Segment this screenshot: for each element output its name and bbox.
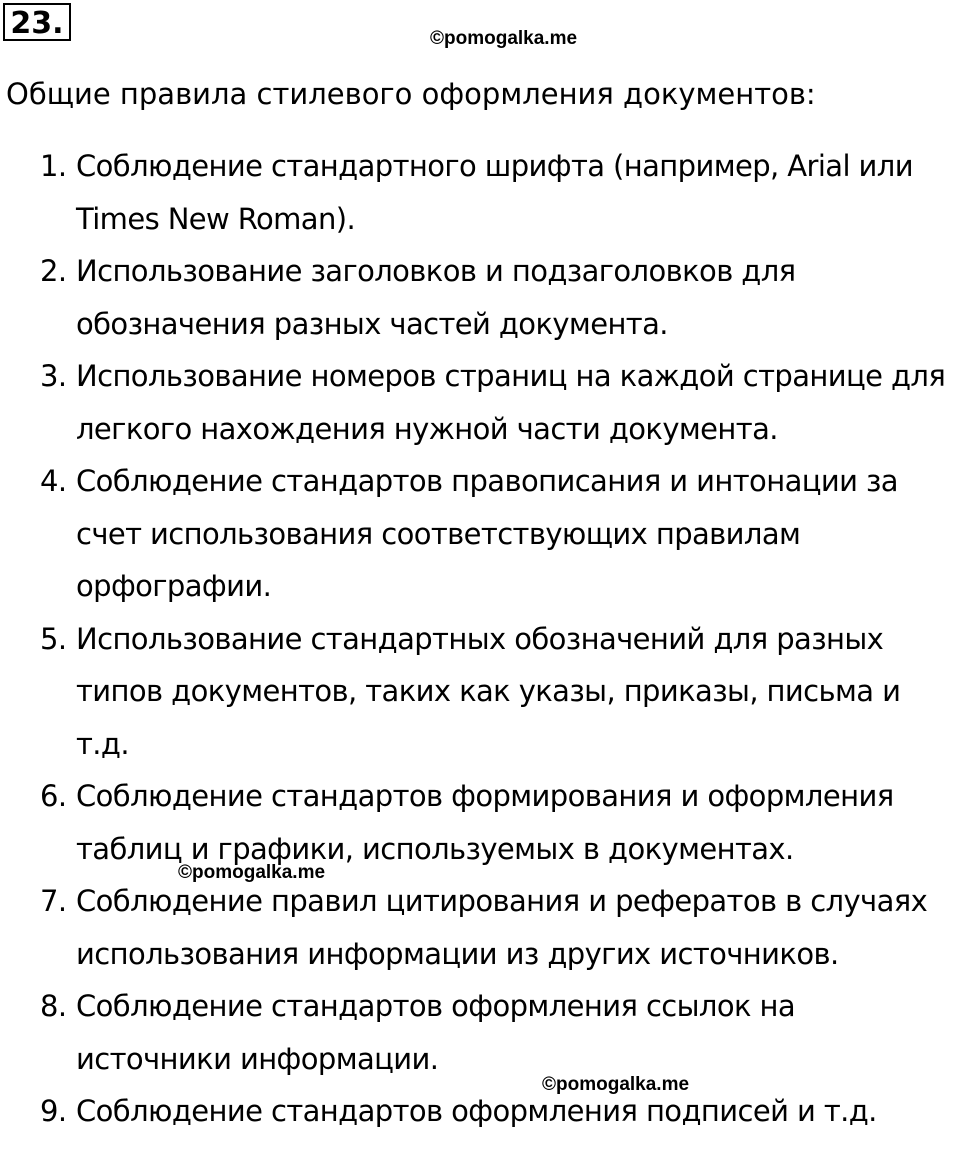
- rule-text: Соблюдение стандартного шрифта (например, Arial или Times New Roman).: [76, 149, 913, 236]
- watermark-bottom: ©pomogalka.me: [542, 1074, 690, 1095]
- rule-number: 4.: [40, 464, 67, 498]
- rule-number: 1.: [40, 149, 67, 183]
- rule-item-1: [0, 140, 960, 245]
- rule-text: Использование стандартных обозначений для разных типов документов, таких как указы, приказы, письма и т.д.: [76, 621, 901, 761]
- rule-number: 7.: [40, 884, 67, 918]
- rule-number: 9.: [40, 1094, 67, 1128]
- rule-item-7: [0, 875, 960, 980]
- rule-item-2: [0, 245, 960, 350]
- rule-item-8: [0, 980, 960, 1085]
- rule-text: Использование номеров страниц на каждой странице для легкого нахождения нужной части документа.: [76, 359, 946, 446]
- task-number: 23.: [3, 3, 71, 41]
- rule-item-5: [0, 613, 960, 771]
- rule-item-4: [0, 455, 960, 613]
- rule-text: Соблюдение стандартов оформления ссылок на источники информации.: [76, 989, 796, 1076]
- rule-item-9: [0, 1085, 960, 1138]
- rule-text: Использование заголовков и подзаголовков для обозначения разных частей документа.: [76, 254, 796, 341]
- watermark-middle: ©pomogalka.me: [178, 862, 326, 883]
- rules-list: [0, 140, 960, 1138]
- rule-text: Соблюдение правил цитирования и рефератов в случаях использования информации из других источников.: [76, 884, 928, 971]
- rule-number: 6.: [40, 779, 67, 813]
- watermark-top: ©pomogalka.me: [430, 28, 578, 49]
- rule-item-6: [0, 770, 960, 875]
- rule-number: 2.: [40, 254, 67, 288]
- document-heading: Общие правила стилевого оформления документов:: [6, 77, 816, 111]
- rule-text: Соблюдение стандартов формирования и оформления таблиц и графики, используемых в документах.: [76, 779, 894, 866]
- rule-number: 8.: [40, 989, 67, 1023]
- rule-number: 3.: [40, 359, 67, 393]
- rule-item-3: [0, 350, 960, 455]
- rule-text: Соблюдение стандартов правописания и интонации за счет использования соответствующих правилам орфографии.: [76, 464, 898, 603]
- rule-number: 5.: [40, 621, 67, 656]
- rule-text: Соблюдение стандартов оформления подписей и т.д.: [76, 1094, 877, 1128]
